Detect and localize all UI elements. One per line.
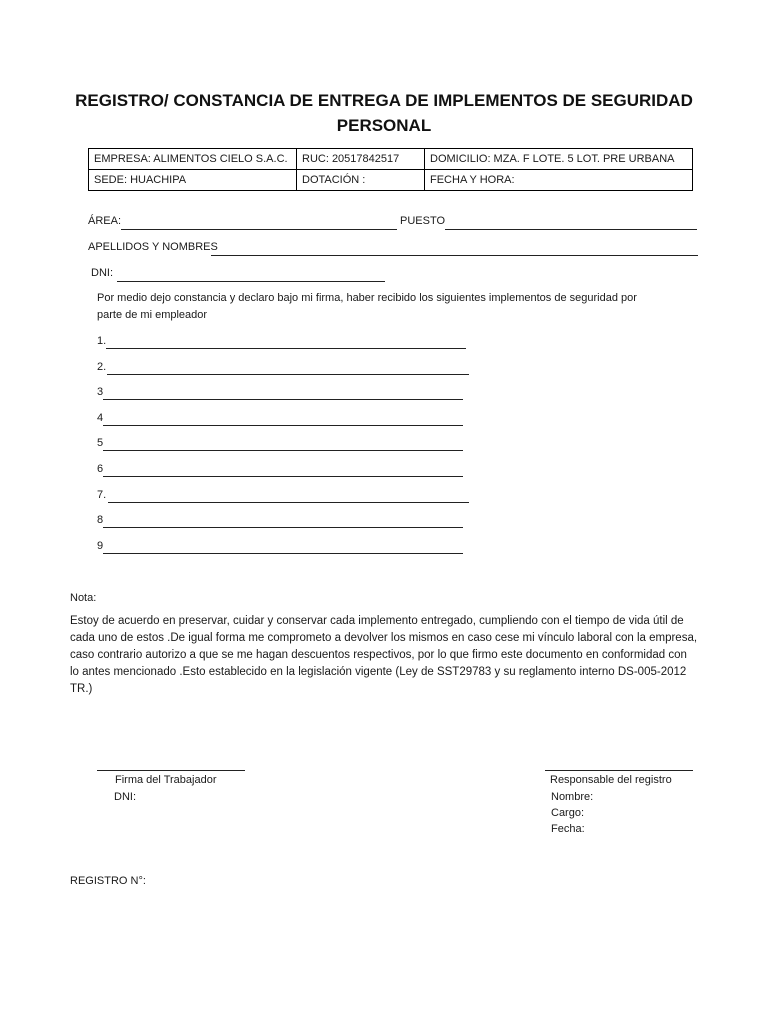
responsible-fecha-label: Fecha:	[551, 823, 585, 835]
dni-label: DNI:	[91, 267, 113, 279]
ruc-cell: RUC: 20517842517	[297, 149, 425, 170]
list-item-number: 3	[97, 386, 104, 398]
list-item-line[interactable]	[103, 425, 463, 426]
list-item-line[interactable]	[103, 476, 463, 477]
list-item-number: 2.	[97, 361, 107, 373]
area-label: ÁREA:	[88, 215, 122, 227]
list-item-line[interactable]	[103, 399, 463, 400]
list-item-number: 5	[97, 437, 104, 449]
table-row	[89, 170, 693, 191]
list-item-line[interactable]	[103, 527, 463, 528]
list-item-number: 4	[97, 412, 104, 424]
fecha-hora-cell: FECHA Y HORA:	[425, 170, 693, 191]
list-item-number: 1.	[97, 335, 107, 347]
nota-text-line: TR.)	[70, 683, 93, 695]
dotacion-cell: DOTACIÓN :	[297, 170, 425, 191]
worker-signature-title: Firma del Trabajador	[115, 774, 217, 786]
apellidos-label: APELLIDOS Y NOMBRES	[88, 241, 218, 253]
nota-text-line: lo antes mencionado .Esto establecido en la legislación vigente (Ley de SST29783 y su reglamento interno DS-005-2012	[70, 666, 687, 678]
puesto-label: PUESTO	[400, 215, 446, 227]
registro-number-label: REGISTRO N°:	[70, 875, 146, 887]
nota-text-line: cada uno de estos .De igual forma me comprometo a devolver los mismos en caso cese mi vínculo laboral con la empresa,	[70, 632, 698, 644]
dni-field-line[interactable]	[117, 281, 385, 282]
responsible-title: Responsable del registro	[550, 774, 672, 786]
document-title-line2: PERSONAL	[336, 116, 432, 135]
company-info-table	[88, 148, 693, 191]
responsible-nombre-label: Nombre:	[551, 791, 594, 803]
nota-label: Nota:	[70, 592, 97, 604]
declaration-line2: parte de mi empleador	[97, 309, 208, 321]
responsible-cargo-label: Cargo:	[551, 807, 585, 819]
list-item-line[interactable]	[107, 374, 469, 375]
nota-text-line: Estoy de acuerdo en preservar, cuidar y conservar cada implemento entregado, cumpliendo con el tiempo de vida útil de	[70, 615, 684, 627]
declaration-line1: Por medio dejo constancia y declaro bajo mi firma, haber recibido los siguientes implementos de seguridad por	[97, 292, 637, 304]
document-title-line1: REGISTRO/ CONSTANCIA DE ENTREGA DE IMPLEMENTOS DE SEGURIDAD	[75, 91, 693, 110]
list-item-number: 8	[97, 514, 104, 526]
list-item-line[interactable]	[108, 502, 469, 503]
table-row	[89, 149, 693, 170]
list-item-number: 7.	[97, 489, 107, 501]
apellidos-field-line[interactable]	[211, 255, 698, 256]
list-item-number: 6	[97, 463, 104, 475]
worker-dni-label: DNI:	[114, 791, 136, 803]
responsible-signature-line[interactable]	[545, 770, 693, 771]
sede-cell: SEDE: HUACHIPA	[89, 170, 297, 191]
list-item-line[interactable]	[106, 348, 466, 349]
area-field-line[interactable]	[121, 229, 397, 230]
worker-signature-line[interactable]	[97, 770, 245, 771]
list-item-line[interactable]	[103, 450, 463, 451]
list-item-number: 9	[97, 540, 104, 552]
nota-text-line: caso contrario autorizo a que se me hagan descuentos respectivos, por lo que firmo este documento en conformidad con	[70, 649, 687, 661]
puesto-field-line[interactable]	[445, 229, 697, 230]
list-item-line[interactable]	[103, 553, 463, 554]
domicilio-cell: DOMICILIO: MZA. F LOTE. 5 LOT. PRE URBANA	[425, 149, 693, 170]
empresa-cell: EMPRESA: ALIMENTOS CIELO S.A.C.	[89, 149, 297, 170]
